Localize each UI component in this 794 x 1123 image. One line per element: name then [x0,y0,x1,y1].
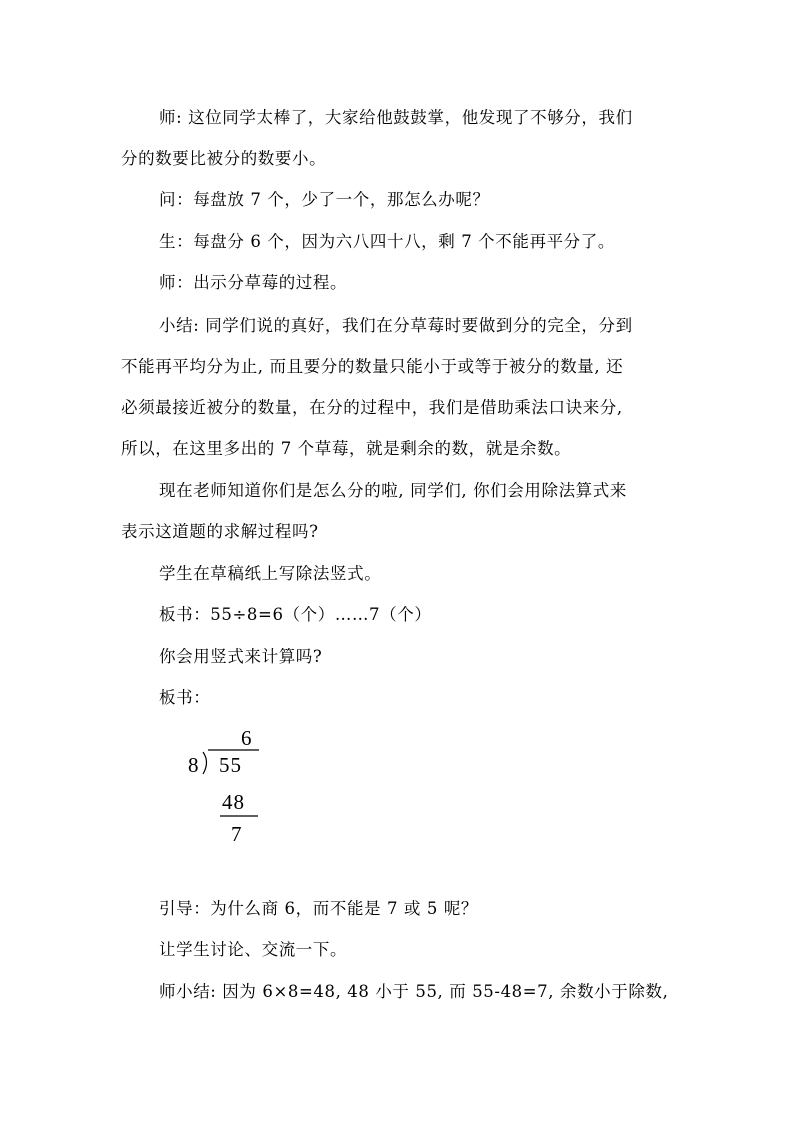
quotient: 6 [241,726,253,750]
product: 48 [222,790,245,814]
paragraph-teacher-show: 师：出示分草莓的过程。 [159,273,348,292]
paragraph-teacher-praise-line1: 师: 这位同学太棒了，大家给他鼓鼓掌，他发现了不够分，我们 [159,108,633,127]
paragraph-question: 问：每盘放 7 个，少了一个，那怎么办呢？ [159,190,490,209]
remainder: 7 [231,822,243,846]
paragraph-summary-line1: 小结: 同学们说的真好，我们在分草莓时要做到分的完全，分到 [159,316,633,335]
paragraph-guide-question: 引导：为什么商 6，而不能是 7 或 5 呢？ [159,899,479,918]
paragraph-summary-line2: 不能再平均分为止, 而且要分的数量只能小于或等于被分的数量, 还 [121,357,624,376]
long-division [186,726,286,850]
paragraph-vertical-question: 你会用竖式来计算吗? [159,647,323,666]
paragraph-board-label: 板书： [159,688,211,707]
paragraph-teacher-conclusion: 师小结: 因为 6×8=48, 48 小于 55, 而 55-48=7, 余数小于除数, [159,982,669,1001]
paragraph-teacher-ask-line1: 现在老师知道你们是怎么分的啦, 同学们, 你们会用除法算式来 [159,481,627,500]
dividend: 55 [219,753,242,777]
paragraph-teacher-ask-line2: 表示这道题的求解过程吗? [121,522,319,541]
paragraph-teacher-praise-line2: 分的数要比被分的数要小。 [121,149,327,168]
paragraph-discussion: 让学生讨论、交流一下。 [159,940,348,959]
paragraph-student-answer: 生：每盘分 6 个，因为六八四十八，剩 7 个不能再平分了。 [159,232,615,251]
divisor: 8 [188,753,200,777]
paragraph-board-equation: 板书：55÷8=6（个）……7（个） [159,605,432,624]
paragraph-student-draft: 学生在草稿纸上写除法竖式。 [159,564,382,583]
paragraph-summary-line3: 必须最接近被分的数量，在分的过程中，我们是借助乘法口诀来分, [121,398,623,417]
paragraph-summary-line4: 所以，在这里多出的 7 个草莓，就是剩余的数，就是余数。 [121,439,572,458]
